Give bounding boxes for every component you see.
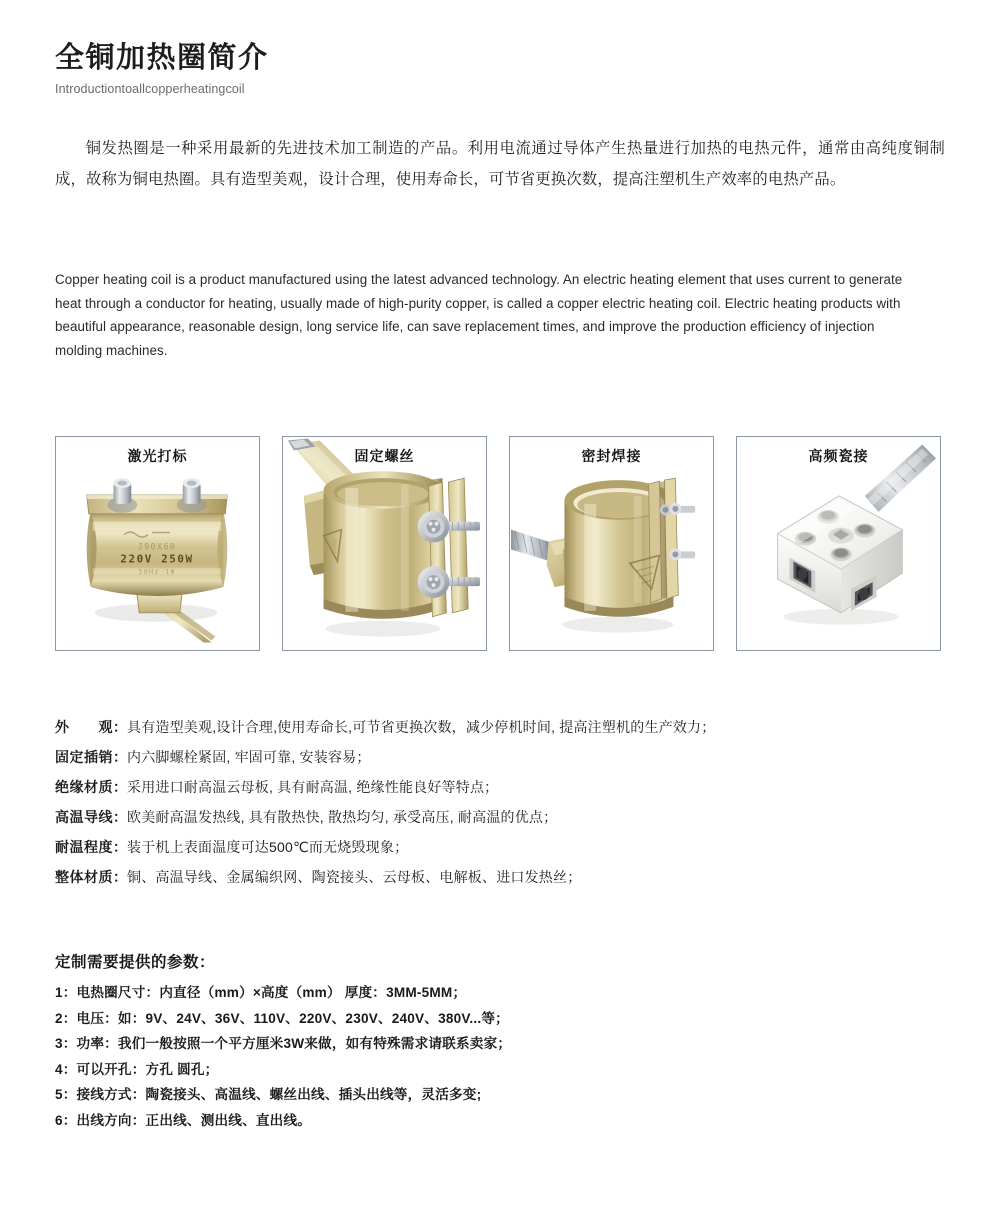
spec-value: 铜、高温导线、金属编织网、陶瓷接头、云母板、电解板、进口发热丝； — [127, 869, 582, 885]
spec-label: 耐温程度 — [55, 839, 113, 855]
custom-parameters-section — [55, 950, 945, 1133]
svg-text:50Hz 1Φ: 50Hz 1Φ — [138, 568, 176, 577]
spec-separator: ： — [113, 719, 127, 735]
laser-marked-heater-band-image — [57, 438, 258, 649]
page-header — [55, 40, 269, 96]
spec-value: 欧美耐高温发热线, 具有散热快, 散热均匀, 承受高压, 耐高温的优点； — [127, 809, 558, 825]
feature-card-fixing-screw — [282, 436, 487, 651]
param-item: 2：电压：如：9V、24V、36V、110V、220V、230V、240V、380V...等； — [55, 1010, 509, 1026]
spec-value: 采用进口耐高温云母板, 具有耐高温, 绝缘性能良好等特点； — [127, 779, 499, 795]
param-item: 5：接线方式：陶瓷接头、高温线、螺丝出线、插头出线等，灵活多变; — [55, 1087, 482, 1102]
spec-row — [55, 802, 945, 832]
fixing-screw-heater-band-image — [284, 438, 485, 649]
spec-label: 高温导线 — [55, 809, 113, 825]
ceramic-connector-image — [738, 438, 939, 649]
feature-card-title: 激光打标 — [127, 448, 188, 464]
spec-row — [55, 772, 945, 802]
param-item: 6：出线方向：正出线、测出线、直出线。 — [55, 1112, 312, 1128]
feature-card-title: 固定螺丝 — [354, 448, 415, 464]
spec-label: 绝缘材质 — [55, 779, 113, 795]
spec-label: 整体材质 — [55, 869, 113, 885]
param-item: 1：电热圈尺寸：内直径（mm）×高度（mm） 厚度：3MM-5MM； — [55, 985, 467, 1000]
page-subtitle: Introductiontoallcopperheatingcoil — [55, 82, 245, 97]
spec-row — [55, 712, 945, 742]
spec-separator: ： — [113, 839, 127, 855]
specification-list — [55, 712, 945, 892]
intro-paragraph-chinese: 铜发热圈是一种采用最新的先进技术加工制造的产品。利用电流通过导体产生热量进行加热的电热元件，通常由高纯度铜制成，故称为铜电热圈。具有造型美观，设计合理，使用寿命长，可节省更换次数，提高注塑机生产效率的电热产品。 — [55, 140, 945, 188]
feature-card-laser-marking — [55, 436, 260, 651]
feature-card-sealed-welding — [509, 436, 714, 651]
laser-marking-text: 220V 250W — [120, 552, 194, 566]
feature-card-title: 高频瓷接 — [808, 448, 869, 464]
spec-separator: ： — [113, 869, 127, 885]
spec-separator: ： — [113, 749, 127, 765]
spec-value: 内六脚螺栓紧固, 牢固可靠, 安装容易； — [127, 749, 371, 765]
svg-text:J90X60: J90X60 — [137, 541, 177, 552]
sealed-welding-heater-band-image — [511, 438, 712, 649]
spec-separator: ： — [113, 809, 127, 825]
param-item: 4：可以开孔：方孔 圆孔； — [55, 1061, 219, 1077]
spec-value: 具有造型美观,设计合理,使用寿命长,可节省更换次数，减少停机时间, 提高注塑机的生产效力； — [127, 719, 716, 735]
spec-separator: ： — [113, 779, 127, 795]
spec-row — [55, 862, 945, 892]
spec-row — [55, 742, 945, 772]
intro-paragraph-english: Copper heating coil is a product manufactured using the latest advanced technology. An electric heating element that uses current to generate heat through a conductor for heating, usually made of high-purity copper, is called a copper electric heating coil. Electric heating products with beautiful appearance, reasonable design, long service life, can save replacement times, and improve the production efficiency of injection molding machines. — [55, 272, 903, 358]
spec-value: 装于机上表面温度可达500℃而无烧毁现象； — [127, 839, 409, 855]
spec-label: 外 观 — [55, 719, 113, 735]
feature-card-gallery — [55, 436, 941, 651]
spec-label: 固定插销 — [55, 749, 113, 765]
feature-card-title: 密封焊接 — [581, 448, 642, 464]
custom-parameters-heading: 定制需要提供的参数： — [55, 954, 216, 971]
spec-row — [55, 832, 945, 862]
param-item: 3：功率：我们一般按照一个平方厘米3W来做，如有特殊需求请联系卖家； — [55, 1036, 512, 1051]
page-title: 全铜加热圈简介 — [55, 42, 269, 74]
feature-card-ceramic-connector — [736, 436, 941, 651]
